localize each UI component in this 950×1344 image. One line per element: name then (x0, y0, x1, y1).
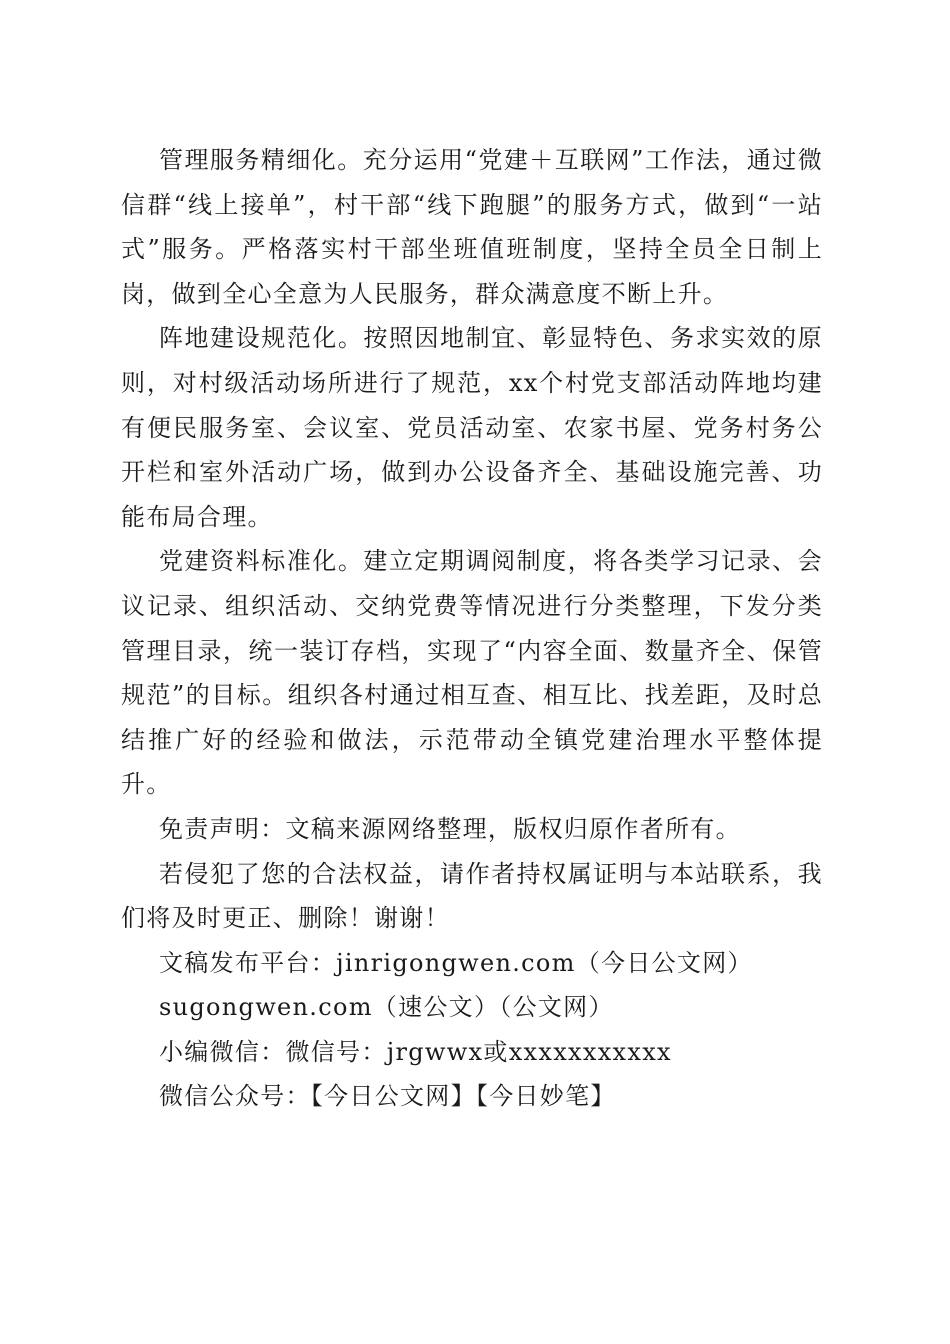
platform-line-2: sugongwen.com（速公文）（公文网） (159, 993, 614, 1022)
footer-notes (121, 807, 823, 1119)
wechat-public-line: 微信公众号：【今日公文网】【今日妙笔】 (159, 1082, 616, 1111)
wechat-editor-line: 小编微信：微信号：jrgwwx或xxxxxxxxxxx (159, 1037, 672, 1066)
paragraph-management-service: 管理服务精细化。充分运用“党建＋互联网”工作法，通过微信群“线上接单”，村干部“线下跑腿”的服务方式，做到“一站式”服务。严格落实村干部坐班值班制度，坚持全员全日制上岗，做到全心全意为人民服务，群众满意度不断上升。 (121, 146, 823, 308)
disclaimer-text: 免责声明：文稿来源网络整理，版权归原作者所有。 (159, 814, 741, 843)
paragraph-party-materials: 党建资料标准化。建立定期调阅制度，将各类学习记录、会议记录、组织活动、交纳党费等情况进行分类整理，下发分类管理目录，统一装订存档，实现了“内容全面、数量齐全、保管规范”的目标。组织各村通过相互查、相互比、找差距，及时总结推广好的经验和做法，示范带动全镇党建治理水平整体提升。 (121, 547, 823, 799)
infringement-notice: 若侵犯了您的合法权益，请作者持权属证明与本站联系，我们将及时更正、删除！谢谢！ (121, 859, 823, 933)
platform-line: 文稿发布平台：jinrigongwen.com（今日公文网） (159, 948, 753, 977)
document-body (121, 138, 823, 1119)
paragraph-position-construction: 阵地建设规范化。按照因地制宜、彰显特色、务求实效的原则，对村级活动场所进行了规范，xx个村党支部活动阵地均建有便民服务室、会议室、党员活动室、农家书屋、党务村务公开栏和室外活动广场，做到办公设备齐全、基础设施完善、功能布局合理。 (121, 324, 823, 531)
